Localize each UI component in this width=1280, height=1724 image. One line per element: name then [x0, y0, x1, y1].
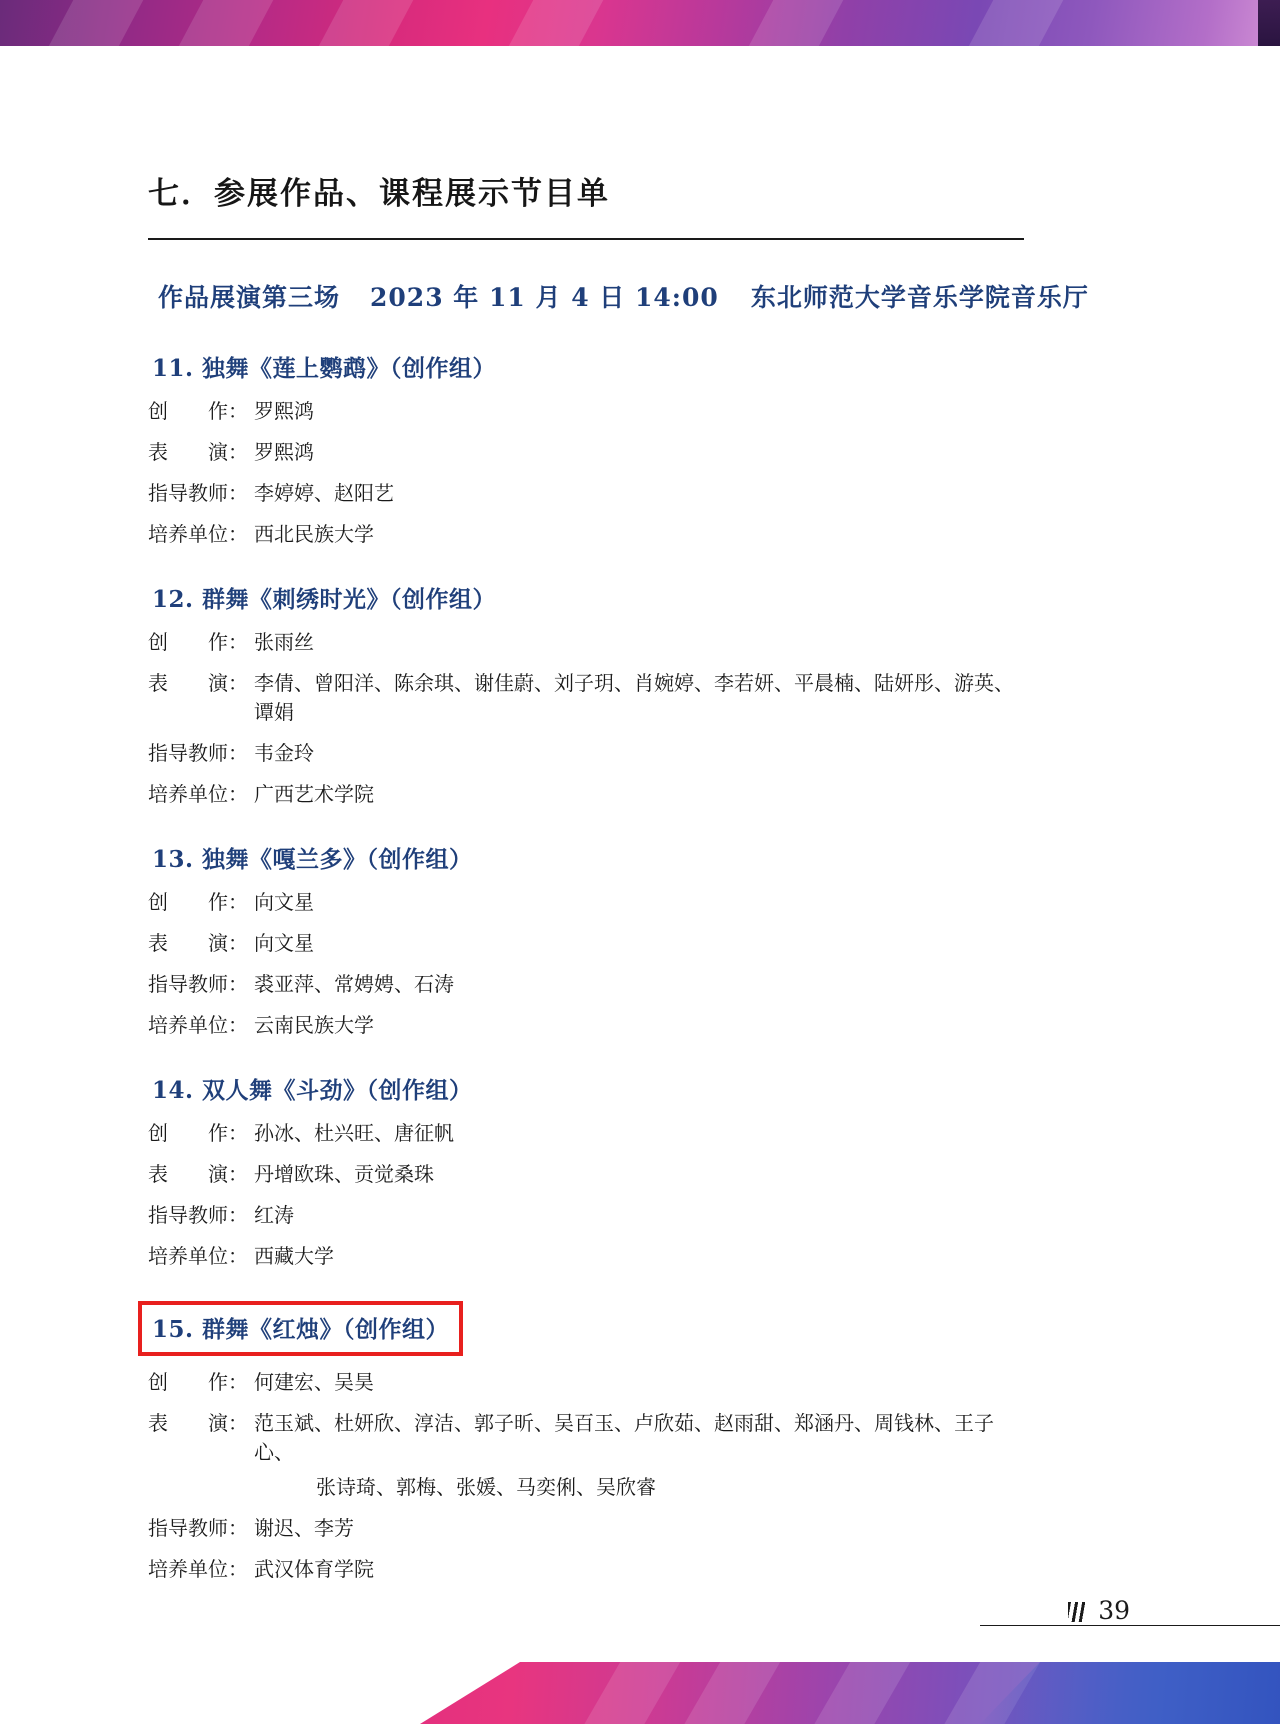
- program-title: 13. 独舞《嘎兰多》（创作组）: [152, 846, 473, 873]
- performer-value: [254, 1409, 1024, 1502]
- program-instructor-row: [148, 479, 1024, 508]
- instructor-label: 指导教师：: [148, 481, 248, 505]
- instructor-value: 谢迟、李芳: [254, 1516, 354, 1540]
- program-performer-row: [148, 1409, 1024, 1502]
- program-instructor-row: [148, 970, 1024, 999]
- program-creator-row: [148, 888, 1024, 917]
- performer-label: 表 演：: [148, 671, 248, 695]
- performer-label: 表 演：: [148, 1162, 248, 1186]
- page-number: [1068, 1595, 1130, 1625]
- section-heading: 七．参展作品、课程展示节目单: [148, 176, 610, 212]
- decorative-footer-band: [0, 1662, 1280, 1724]
- creator-label: 创 作：: [148, 1370, 248, 1394]
- institution-value: 广西艺术学院: [254, 782, 374, 806]
- institution-label: 培养单位：: [148, 1244, 248, 1268]
- instructor-label: 指导教师：: [148, 741, 248, 765]
- session-name: 作品展演第三场: [158, 283, 341, 312]
- institution-value: 武汉体育学院: [254, 1557, 374, 1581]
- institution-label: 培养单位：: [148, 1557, 248, 1581]
- session-venue: 东北师范大学音乐学院音乐厅: [750, 283, 1089, 312]
- performer-label: 表 演：: [148, 1411, 248, 1435]
- session-header: [148, 278, 1089, 314]
- creator-label: 创 作：: [148, 890, 248, 914]
- program-title: 11. 独舞《莲上鹦鹉》（创作组）: [152, 355, 497, 382]
- program-performer-row: [148, 1160, 1024, 1189]
- program-creator-row: [148, 628, 1024, 657]
- creator-value: 罗熙鸿: [254, 399, 314, 423]
- program-entry-highlighted: [148, 1301, 1024, 1584]
- performer-value: 向文星: [254, 931, 314, 955]
- creator-value: 向文星: [254, 890, 314, 914]
- header-edge: [1258, 0, 1280, 46]
- creator-label: 创 作：: [148, 399, 248, 423]
- program-entry: [148, 839, 1024, 1040]
- performer-value-line2: 张诗琦、郭梅、张媛、马奕俐、吴欣睿: [316, 1475, 656, 1499]
- program-title: 15. 群舞《红烛》（创作组）: [138, 1301, 463, 1356]
- footer-divider: [980, 1625, 1280, 1626]
- page-number-value: 39: [1098, 1595, 1130, 1625]
- program-entry: [148, 348, 1024, 549]
- instructor-value: 裘亚萍、常娉娉、石涛: [254, 972, 454, 996]
- program-performer-row: [148, 669, 1024, 727]
- program-performer-row: [148, 438, 1024, 467]
- creator-value: 张雨丝: [254, 630, 314, 654]
- creator-label: 创 作：: [148, 630, 248, 654]
- institution-label: 培养单位：: [148, 522, 248, 546]
- performer-value: 罗熙鸿: [254, 440, 314, 464]
- instructor-value: 李婷婷、赵阳艺: [254, 481, 394, 505]
- performer-label: 表 演：: [148, 440, 248, 464]
- program-instructor-row: [148, 1201, 1024, 1230]
- institution-value: 西北民族大学: [254, 522, 374, 546]
- institution-value: 西藏大学: [254, 1244, 334, 1268]
- program-institution-row: [148, 520, 1024, 549]
- institution-label: 培养单位：: [148, 1013, 248, 1037]
- program-creator-row: [148, 397, 1024, 426]
- program-instructor-row: [148, 739, 1024, 768]
- program-creator-row: [148, 1119, 1024, 1148]
- performer-label: 表 演：: [148, 931, 248, 955]
- performer-value: 李倩、曾阳洋、陈余琪、谢佳蔚、刘子玥、肖婉婷、李若妍、平晨楠、陆妍彤、游英、谭娟: [254, 671, 1014, 724]
- program-title: 12. 群舞《刺绣时光》（创作组）: [152, 586, 497, 613]
- instructor-label: 指导教师：: [148, 1203, 248, 1227]
- instructor-label: 指导教师：: [148, 972, 248, 996]
- program-creator-row: [148, 1368, 1024, 1397]
- session-date: 2023 年 11 月 4 日 14:00: [370, 283, 719, 312]
- instructor-label: 指导教师：: [148, 1516, 248, 1540]
- instructor-value: 红涛: [254, 1203, 294, 1227]
- program-instructor-row: [148, 1514, 1024, 1543]
- program-performer-row: [148, 929, 1024, 958]
- program-institution-row: [148, 1555, 1024, 1584]
- institution-label: 培养单位：: [148, 782, 248, 806]
- performer-value-line1: 范玉斌、杜妍欣、淳洁、郭子昕、吴百玉、卢欣茹、赵雨甜、郑涵丹、周钱林、王子心、: [254, 1411, 994, 1464]
- institution-value: 云南民族大学: [254, 1013, 374, 1037]
- program-title: 14. 双人舞《斗劲》（创作组）: [152, 1077, 473, 1104]
- page-content: [148, 168, 1089, 1584]
- heading-divider: [148, 238, 1024, 240]
- creator-value: 孙冰、杜兴旺、唐征帆: [254, 1121, 454, 1145]
- creator-label: 创 作：: [148, 1121, 248, 1145]
- instructor-value: 韦金玲: [254, 741, 314, 765]
- program-entry: [148, 579, 1024, 809]
- decorative-header-band: [0, 0, 1280, 46]
- program-institution-row: [148, 1011, 1024, 1040]
- document-page: [0, 46, 1280, 1662]
- program-institution-row: [148, 780, 1024, 809]
- program-institution-row: [148, 1242, 1024, 1271]
- performer-value: 丹增欧珠、贡觉桑珠: [254, 1162, 434, 1186]
- creator-value: 何建宏、吴昊: [254, 1370, 374, 1394]
- program-entry: [148, 1070, 1024, 1271]
- page-number-marks-icon: [1068, 1602, 1090, 1622]
